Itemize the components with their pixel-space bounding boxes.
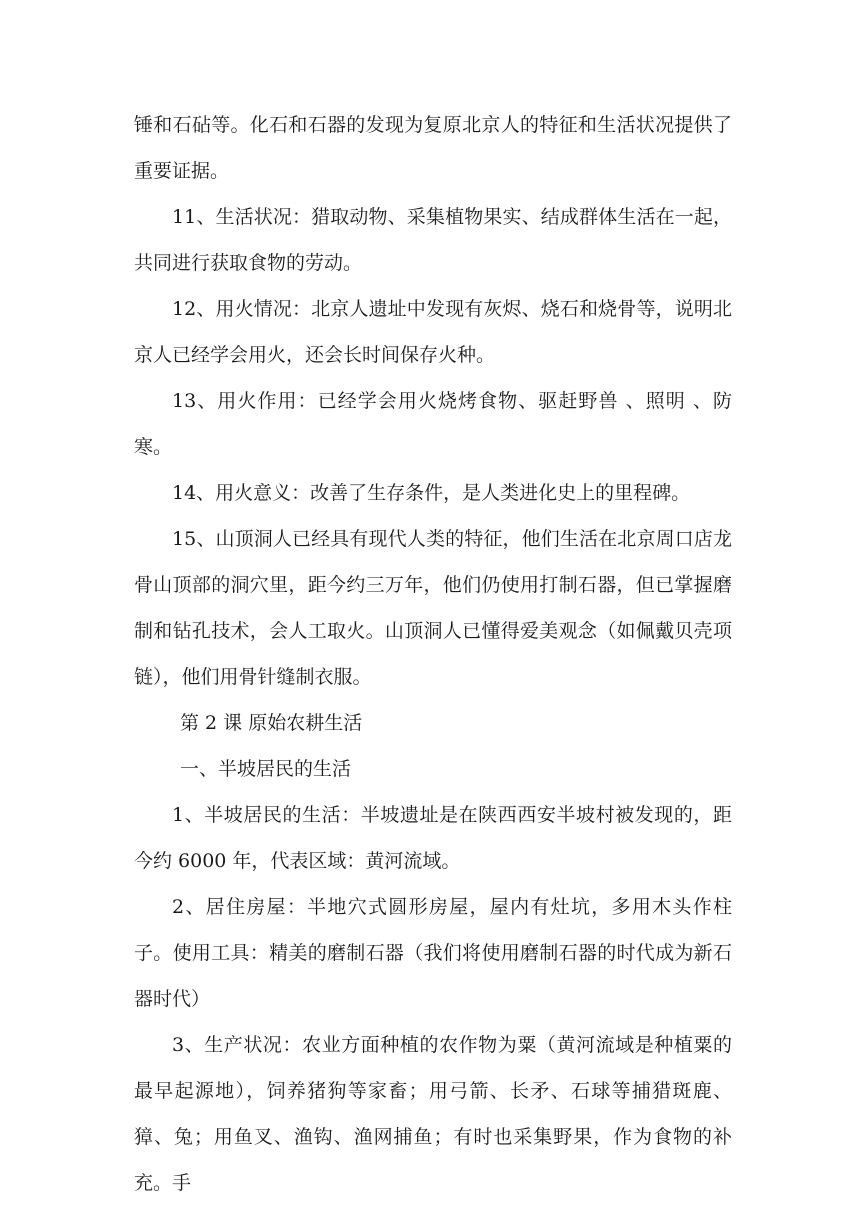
paragraph-15-upper-cave-man: 15、山顶洞人已经具有现代人类的特征，他们生活在北京周口店龙骨山顶部的洞穴里，距今约三万年，他们仍使用打制石器，但已掌握磨制和钻孔技术，会人工取火。山顶洞人已懂得爱美观念（如佩戴贝壳项链），他们用骨针缝制衣服。 xyxy=(134,528,732,688)
paragraph-housing-tools: 2、居住房屋：半地穴式圆形房屋，屋内有灶坑，多用木头作柱子。使用工具：精美的磨制石器（我们将使用磨制石器的时代成为新石器时代） xyxy=(134,896,732,1010)
paragraph-11-living-conditions: 11、生活状况：猎取动物、采集植物果实、结成群体生活在一起，共同进行获取食物的劳动。 xyxy=(134,206,732,274)
paragraph-14-fire-significance: 14、用火意义：改善了生存条件，是人类进化史上的里程碑。 xyxy=(172,482,691,504)
paragraph-continuation: 锤和石砧等。化石和石器的发现为复原北京人的特征和生活状况提供了重要证据。 xyxy=(134,114,732,182)
paragraph-banpo-life: 1、半坡居民的生活：半坡遗址是在陕西西安半坡村被发现的，距今约 6000 年，代表区域：黄河流域。 xyxy=(134,804,732,872)
paragraph-13-fire-function: 13、用火作用：已经学会用火烧烤食物、驱赶野兽 、照明 、防寒。 xyxy=(134,390,732,458)
lesson-title: 第 2 课 原始农耕生活 xyxy=(180,712,363,734)
document-body xyxy=(134,102,732,1206)
paragraph-production: 3、生产状况：农业方面种植的农作物为粟（黄河流域是种植粟的最早起源地），饲养猪狗等家畜；用弓箭、长矛、石球等捕猎斑鹿、獐、兔；用鱼叉、渔钩、渔网捕鱼；有时也采集野果，作为食物的补充。手 xyxy=(134,1034,732,1194)
paragraph-12-fire-use: 12、用火情况：北京人遗址中发现有灰烬、烧石和烧骨等，说明北京人已经学会用火，还会长时间保存火种。 xyxy=(134,298,732,366)
section-title: 一、半坡居民的生活 xyxy=(180,758,352,780)
